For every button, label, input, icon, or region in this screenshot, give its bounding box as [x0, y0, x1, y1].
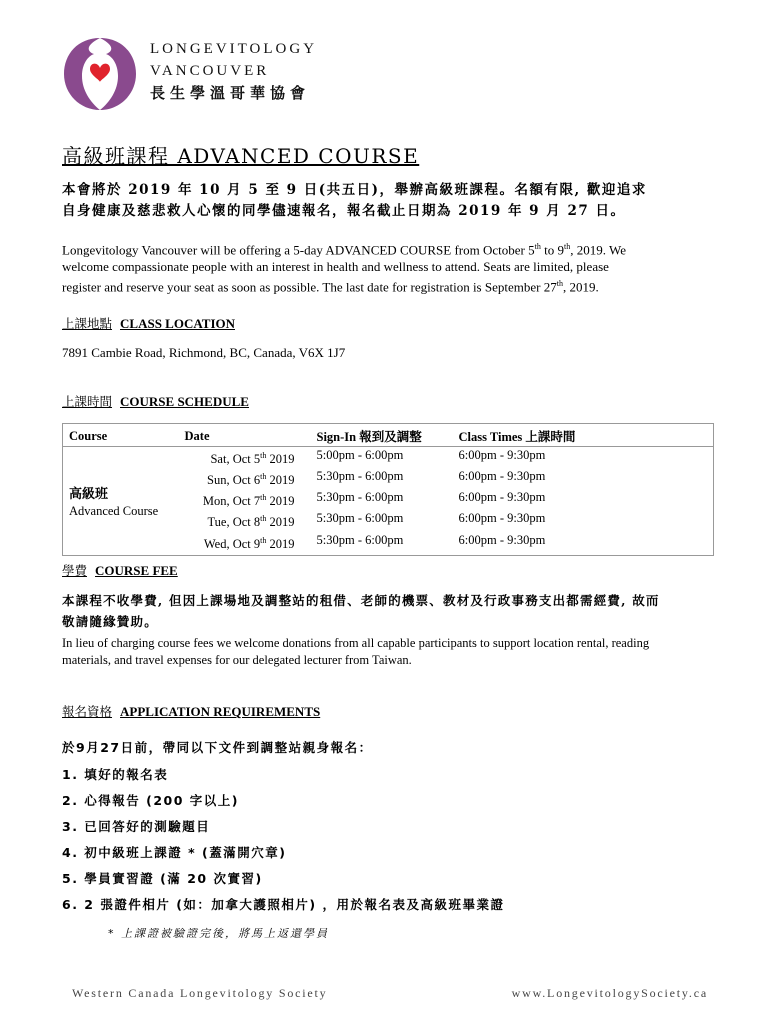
requirements-heading-en: APPLICATION REQUIREMENTS	[120, 704, 321, 719]
location-heading-en: CLASS LOCATION	[120, 316, 235, 331]
logo-mark-icon	[60, 34, 140, 114]
date-cell	[179, 468, 311, 489]
intro-en	[62, 238, 722, 296]
schedule-table	[62, 423, 714, 556]
class-time-cell: 6:00pm - 9:30pm	[458, 448, 546, 462]
column-header: Sign-In 報到及調整	[311, 424, 453, 447]
sup: th	[260, 493, 267, 503]
class-time-cell: 6:00pm - 9:30pm	[458, 469, 546, 484]
logo	[60, 34, 140, 114]
date-cell	[179, 447, 311, 469]
intro-en-text: , 2019. We	[570, 242, 626, 258]
intro-cn-line: 自身健康及慈悲救人心懷的同學儘速報名，報名截止日期為 2019 年 9 月 27 日。	[62, 203, 626, 219]
fee-en	[62, 635, 732, 669]
sup: th	[260, 535, 267, 545]
date-text: Sun, Oct 6	[207, 473, 261, 488]
intro-en-line2: welcome compassionate people with an interest in health and wellness to attend. Seats are limited, please	[62, 259, 609, 275]
date-year: 2019	[266, 515, 295, 530]
org-name-line1: LONGEVITOLOGY	[150, 41, 318, 57]
date-cell	[179, 532, 311, 556]
table-header-row	[63, 424, 714, 447]
logo-text	[150, 38, 317, 106]
date-text: Tue, Oct 8	[207, 515, 261, 530]
course-cell	[63, 447, 179, 556]
schedule-heading-en: COURSE SCHEDULE	[120, 394, 249, 409]
location-heading-cn: 上課地點	[62, 316, 113, 331]
sup: th	[534, 242, 541, 251]
signin-cell: 5:30pm - 6:00pm	[316, 511, 404, 526]
requirement-item: 1. 填好的報名表	[62, 767, 169, 782]
date-cell	[179, 510, 311, 531]
column-header: Course	[63, 424, 179, 447]
date-year: 2019	[266, 473, 295, 488]
schedule-heading	[62, 392, 249, 410]
intro-cn	[62, 180, 647, 222]
schedule-heading-cn: 上課時間	[62, 394, 113, 409]
requirement-item: 4. 初中級班上課證 * (蓋滿開穴章)	[62, 845, 287, 860]
fee-heading	[62, 561, 178, 579]
column-header: Class Times 上課時間	[453, 424, 714, 447]
requirement-item: 5. 學員實習證 (滿 20 次實習)	[62, 871, 263, 886]
intro-en-text: register and reserve your seat as soon as possible. The last date for registration is September 27	[62, 279, 557, 295]
class-time-cell: 6:00pm - 9:30pm	[458, 490, 546, 505]
date-year: 2019	[266, 494, 295, 509]
date-year: 2019	[266, 536, 295, 551]
intro-cn-line: 本會將於 2019 年 10 月 5 至 9 日(共五日)，舉辦高級班課程。名額有限, 歡迎追求	[62, 182, 647, 198]
fee-heading-en: COURSE FEE	[95, 563, 178, 578]
requirement-item: 3. 已回答好的測驗題目	[62, 819, 211, 834]
date-cell	[179, 489, 311, 510]
requirements-intro: 於9月27日前，帶同以下文件到調整站親身報名：	[62, 740, 373, 755]
signin-cell: 5:30pm - 6:00pm	[316, 469, 404, 484]
class-time-cell: 6:00pm - 9:30pm	[458, 511, 546, 526]
date-text: Wed, Oct 9	[203, 536, 261, 551]
course-en: Advanced Course	[69, 503, 159, 518]
course-cn: 高級班	[69, 486, 109, 502]
requirements-note: * 上課證被驗證完後，將馬上返還學員	[108, 927, 329, 940]
date-text: Sat, Oct 5	[210, 452, 261, 467]
date-text: Mon, Oct 7	[202, 494, 261, 509]
table-row	[63, 447, 714, 469]
fee-cn-line: 敬請隨緣贊助。	[62, 614, 158, 629]
class-time-cell: 6:00pm - 9:30pm	[458, 532, 546, 547]
sup: th	[260, 514, 267, 524]
footer-website-link[interactable]: www.LongevitologySociety.ca	[511, 986, 708, 1000]
signin-cell: 5:30pm - 6:00pm	[316, 532, 404, 547]
signin-cell: 5:00pm - 6:00pm	[316, 448, 404, 462]
signin-cell: 5:30pm - 6:00pm	[316, 490, 404, 505]
sup: th	[556, 279, 563, 289]
fee-heading-cn: 學費	[62, 563, 88, 578]
location-address: 7891 Cambie Road, Richmond, BC, Canada, V6X 1J7	[62, 345, 346, 360]
date-year: 2019	[266, 452, 295, 467]
fee-cn	[62, 590, 660, 632]
intro-en-text: , 2019.	[562, 279, 599, 295]
org-name-cn: 長生學溫哥華協會	[150, 86, 311, 102]
requirements-heading-cn: 報名資格	[62, 704, 113, 719]
requirement-item: 2. 心得報告 (200 字以上)	[62, 793, 240, 808]
requirements-heading	[62, 702, 320, 720]
requirement-item: 6. 2 張證件相片 (如：加拿大護照相片) ，用於報名表及高級班畢業證	[62, 897, 505, 912]
intro-en-text: to 9	[540, 242, 564, 258]
location-heading	[62, 314, 235, 332]
sup: th	[260, 451, 267, 460]
sup: th	[260, 472, 267, 482]
sup: th	[563, 242, 571, 251]
intro-en-text: Longevitology Vancouver will be offering a 5-day ADVANCED COURSE from October 5	[62, 242, 535, 258]
page-title: 高級班課程 ADVANCED COURSE	[62, 144, 420, 168]
fee-en-line: materials, and travel expenses for our delegated lecturer from Taiwan.	[62, 653, 412, 667]
column-header: Date	[179, 424, 311, 447]
org-name-line2: VANCOUVER	[150, 63, 270, 79]
fee-en-line: In lieu of charging course fees we welcome donations from all capable participants to support location rental, reading	[62, 636, 650, 650]
footer-left: Western Canada Longevitology Society	[72, 986, 328, 1000]
fee-cn-line: 本課程不收學費, 但因上課場地及調整站的租借、老師的機票、教材及行政事務支出都需經費, 故而	[62, 593, 660, 608]
